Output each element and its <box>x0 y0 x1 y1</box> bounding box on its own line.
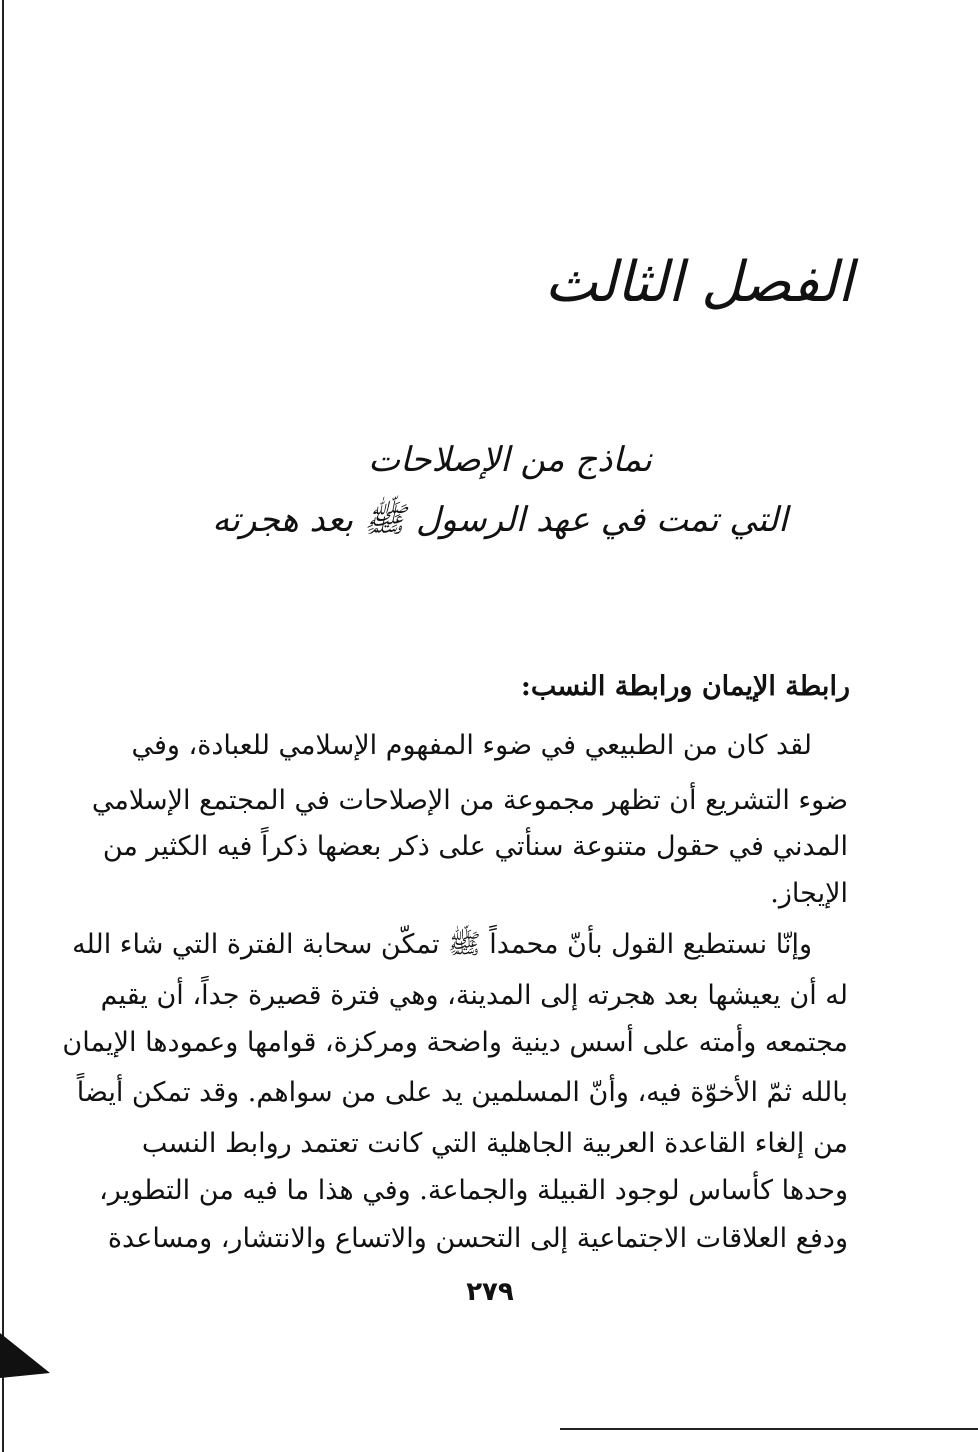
paragraph-line: وحدها كأساس لوجود القبيلة والجماعة. وفي هذا ما فيه من التطوير، <box>99 1175 848 1206</box>
paragraph-line: مجتمعه وأمته على أسس دينية واضحة ومركزة، قوامها وعمودها الإيمان <box>62 1027 848 1058</box>
paragraph-line: ودفع العلاقات الاجتماعية إلى التحسن والاتساع والانتشار، ومساعدة <box>107 1223 848 1254</box>
paragraph-line: المدني في حقول متنوعة سنأتي على ذكر بعضها ذكراً فيه الكثير من <box>102 831 848 862</box>
paragraph-line: ضوء التشريع أن تظهر مجموعة من الإصلاحات في المجتمع الإسلامي <box>91 785 848 816</box>
bottom-rule-line <box>560 1428 978 1430</box>
paragraph-line: الإيجاز. <box>770 878 848 909</box>
section-heading: رابطة الإيمان ورابطة النسب: <box>520 671 850 702</box>
paragraph-line: بالله ثمّ الأخوّة فيه، وأنّ المسلمين يد على من سواهم. وقد تمكن أيضاً <box>76 1077 848 1108</box>
paragraph-line: وإنّا نستطيع القول بأنّ محمداً ﷺ تمكّن سحابة الفترة التي شاء الله <box>72 929 812 960</box>
paragraph-line: لقد كان من الطبيعي في ضوء المفهوم الإسلامي للعبادة، وفي <box>131 730 812 761</box>
chapter-title: الفصل الثالث <box>544 250 853 315</box>
page-number: ٢٧٩ <box>466 1277 514 1307</box>
chapter-subtitle-line-2: التي تمت في عهد الرسول ﷺ بعد هجرته <box>212 500 788 540</box>
paragraph-line: له أن يعيشها بعد هجرته إلى المدينة، وهي فترة قصيرة جداً، أن يقيم <box>100 980 848 1011</box>
corner-triangle-mark <box>0 1333 50 1378</box>
binding-edge-line <box>2 0 4 1452</box>
chapter-subtitle-line-1: نماذج من الإصلاحات <box>368 440 652 480</box>
paragraph-line: من إلغاء القاعدة العربية الجاهلية التي كانت تعتمد روابط النسب <box>141 1128 848 1159</box>
